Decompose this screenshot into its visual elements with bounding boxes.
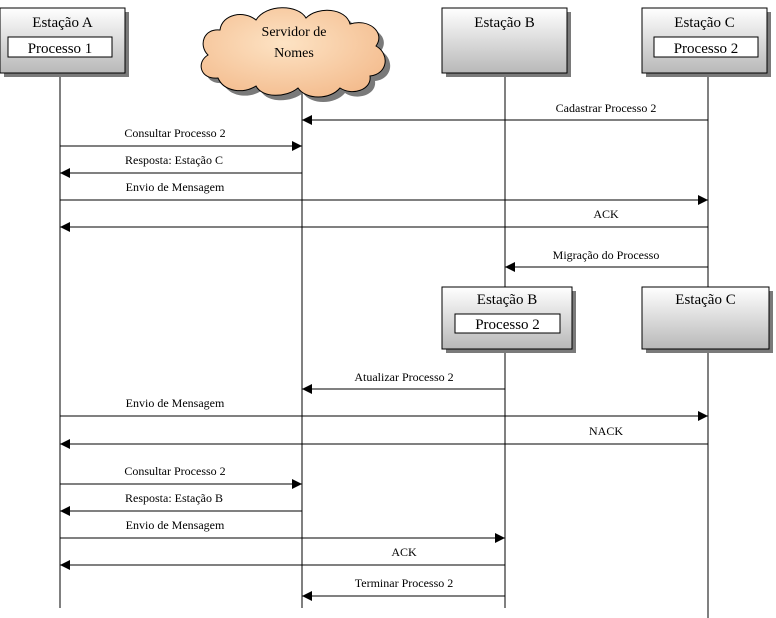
message-label: Consultar Processo 2 (124, 126, 226, 140)
messages (60, 101, 708, 596)
message-nack (60, 424, 708, 444)
message-label: Atualizar Processo 2 (354, 370, 454, 384)
message-envio-3 (60, 518, 505, 538)
station-c-after-title: Estação C (675, 292, 736, 308)
station-a-title: Estação A (32, 15, 93, 31)
message-ack-2 (60, 545, 505, 565)
message-label: Envio de Mensagem (125, 180, 225, 194)
message-label: ACK (391, 545, 417, 559)
message-ack-1 (60, 207, 708, 227)
message-migracao (505, 248, 708, 267)
message-label: NACK (588, 424, 624, 438)
message-label: ACK (593, 207, 619, 221)
message-label: Terminar Processo 2 (354, 576, 454, 590)
station-b-after-title: Estação B (476, 292, 538, 308)
message-resposta-b (60, 491, 302, 511)
message-label: Migração do Processo (552, 248, 660, 262)
station-c-title: Estação C (674, 15, 735, 31)
message-atualizar (302, 370, 505, 389)
station-c-after-box (642, 287, 773, 353)
station-a-process: Processo 1 (27, 41, 93, 57)
station-c-process: Processo 2 (673, 41, 739, 57)
message-label: Resposta: Estação B (125, 491, 223, 505)
station-b-after-process: Processo 2 (475, 317, 540, 333)
message-label: Resposta: Estação C (125, 153, 223, 167)
station-c-box (642, 8, 771, 77)
message-label: Envio de Mensagem (125, 396, 225, 410)
message-label: Envio de Mensagem (125, 518, 225, 532)
message-label: Cadastrar Processo 2 (555, 101, 657, 115)
name-server-line1: Servidor de (261, 25, 327, 40)
name-server-cloud (201, 8, 390, 102)
name-server-line2: Nomes (274, 46, 314, 61)
message-terminar (302, 576, 505, 596)
station-a-box (0, 8, 129, 77)
message-envio-1 (60, 180, 708, 200)
message-consultar-2 (60, 464, 302, 484)
station-b-title: Estação B (474, 15, 535, 31)
message-resposta-c (60, 153, 302, 173)
message-consultar-1 (60, 126, 302, 146)
message-envio-2 (60, 396, 708, 416)
station-b-after-box (442, 287, 576, 353)
station-b-box (442, 8, 571, 77)
message-label: Consultar Processo 2 (124, 464, 226, 478)
